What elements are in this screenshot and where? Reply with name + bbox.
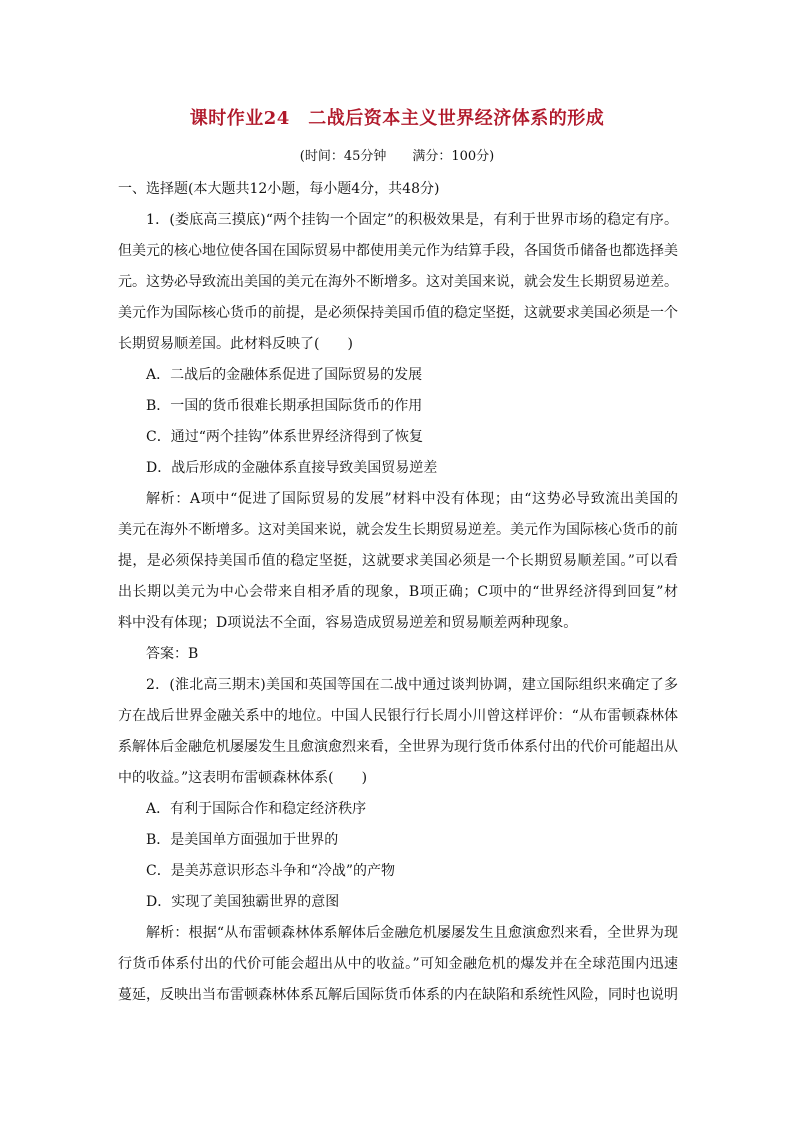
option-b: B．一国的货币很难长期承担国际货币的作用	[146, 398, 423, 414]
section-heading: 一、选择题(本大题共12小题，每小题4分，共48分)	[118, 181, 440, 197]
option-b: B．是美国单方面强加于世界的	[146, 832, 339, 848]
page-title: 课时作业24 二战后资本主义世界经济体系的形成	[189, 108, 605, 129]
question-stem-line: 1．(娄底高三摸底)“两个挂钩一个固定”的积极效果是，有利于世界市场的稳定有序。	[146, 212, 678, 228]
question-stem-line: 2．(淮北高三期末)美国和英国等国在二战中通过谈判协调，建立国际组织来确定了多	[146, 677, 678, 693]
document-body	[118, 174, 678, 1011]
option-a: A．二战后的金融体系促进了国际贸易的发展	[146, 367, 423, 383]
option-d: D．实现了美国独霸世界的意图	[146, 894, 340, 910]
question-1	[118, 205, 678, 670]
question-stem-line: 美元作为国际核心货币的前提，是必须保持美国币值的稳定坚挺，这就要求美国必须是一个	[118, 305, 678, 321]
question-stem-line: 系解体后金融危机屡屡发生且愈演愈烈来看，全世界为现行货币体系付出的代价可能超出从	[118, 739, 678, 755]
question-stem-line: 方在战后世界金融关系中的地位。中国人民银行行长周小川曾这样评价：“从布雷顿森林体	[118, 708, 678, 724]
answer-line: 答案：B	[146, 646, 199, 662]
analysis-line: 解析：A项中“促进了国际贸易的发展”材料中没有体现；由“这势必导致流出美国的	[146, 491, 678, 507]
analysis-line: 蔓延，反映出当布雷顿森林体系瓦解后国际货币体系的内在缺陷和系统性风险，同时也说明	[118, 987, 678, 1003]
option-c: C．是美苏意识形态斗争和“冷战”的产物	[146, 863, 396, 879]
option-a: A．有利于国际合作和稳定经济秩序	[146, 801, 367, 817]
question-stem-line: 中的收益。”这表明布雷顿森林体系( )	[118, 770, 368, 786]
question-stem-line: 元。这势必导致流出美国的美元在海外不断增多。这对美国来说，就会发生长期贸易逆差。	[118, 274, 678, 290]
option-d: D．战后形成的金融体系直接导致美国贸易逆差	[146, 460, 438, 476]
question-stem-line: 长期贸易顺差国。此材料反映了( )	[118, 336, 353, 352]
time-score-info: (时间：45分钟 满分：100分)	[299, 149, 495, 164]
analysis-line: 提，是必须保持美国币值的稳定坚挺，这就要求美国必须是一个长期贸易顺差国。”可以看	[118, 553, 678, 569]
question-2	[118, 670, 678, 1011]
analysis-line: 解析：根据“从布雷顿森林体系解体后金融危机屡屡发生且愈演愈烈来看，全世界为现	[146, 925, 678, 941]
analysis-line: 料中没有体现；D项说法不全面，容易造成贸易逆差和贸易顺差两种现象。	[118, 615, 578, 631]
analysis-line: 行货币体系付出的代价可能会超出从中的收益。”可知金融危机的爆发并在全球范围内迅速	[118, 956, 678, 972]
option-c: C．通过“两个挂钩”体系世界经济得到了恢复	[146, 429, 424, 445]
question-stem-line: 但美元的核心地位使各国在国际贸易中都使用美元作为结算手段，各国货币储备也都选择美	[118, 243, 678, 259]
analysis-line: 美元在海外不断增多。这对美国来说，就会发生长期贸易逆差。美元作为国际核心货币的前	[118, 522, 678, 538]
analysis-line: 出长期以美元为中心会带来自相矛盾的现象，B项正确；C项中的“世界经济得到回复”材	[118, 584, 678, 600]
